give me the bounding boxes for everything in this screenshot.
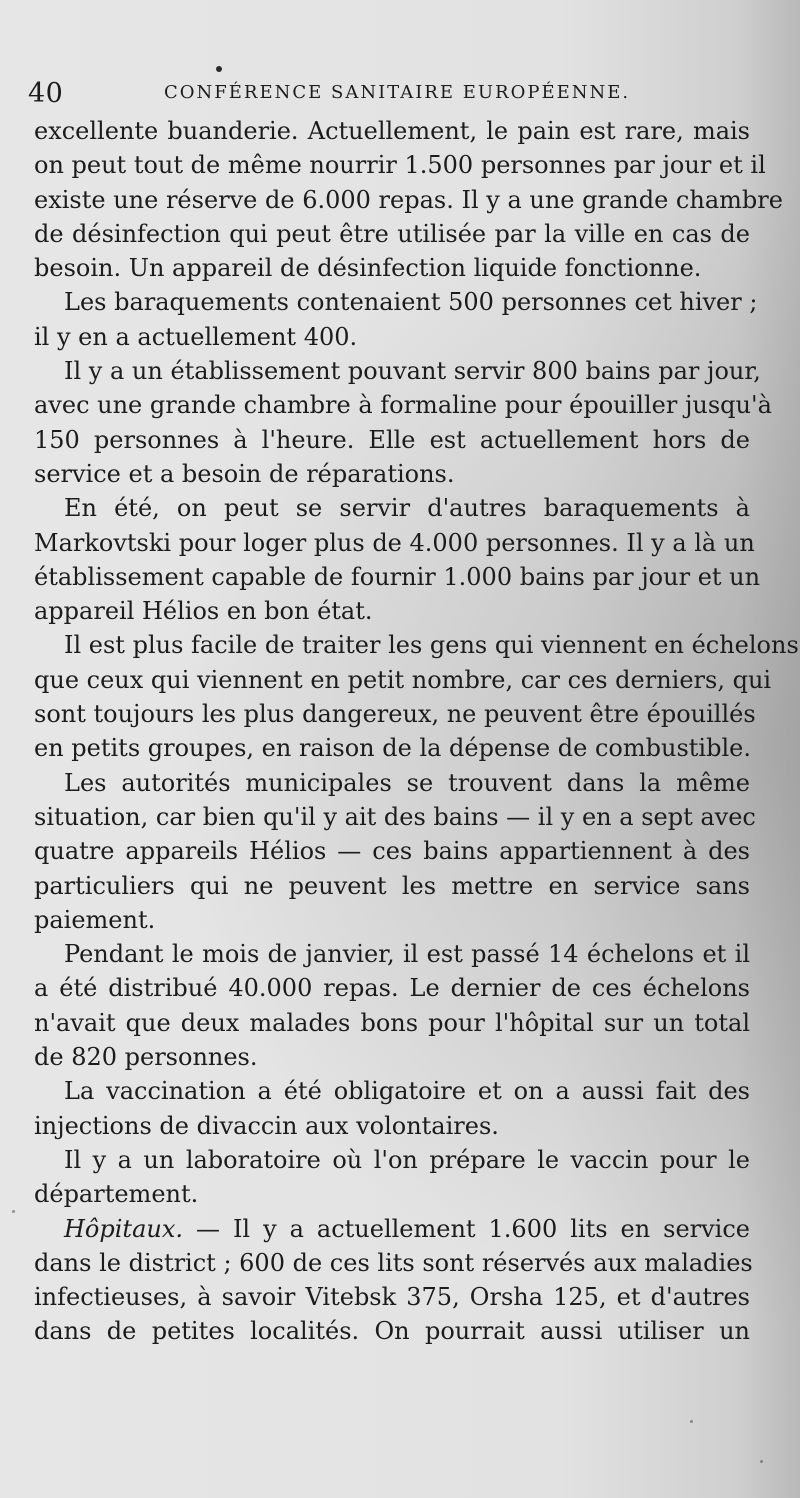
text-line: Pendant le mois de janvier, il est passé 14 échelons et il (64, 940, 750, 969)
section-lead-italic: Hôpitaux. (64, 1214, 183, 1243)
text-line: il y en a actuellement 400. (34, 322, 358, 351)
header-dot-mark (216, 66, 222, 72)
text-line: quatre appareils Hélios — ces bains appartiennent à des (34, 837, 750, 866)
text-line: dans le district ; 600 de ces lits sont réservés aux maladies (34, 1248, 753, 1277)
text-line: En été, on peut se servir d'autres baraquements à (64, 494, 750, 523)
text-line: a été distribué 40.000 repas. Le dernier de ces échelons (34, 974, 750, 1003)
text-line: Les baraquements contenaient 500 personnes cet hiver ; (64, 288, 758, 317)
text-line-rest: — Il y a actuellement 1.600 lits en service (195, 1214, 750, 1243)
text-line: sont toujours les plus dangereux, ne peuvent être épouillés (34, 700, 756, 729)
text-line: situation, car bien qu'il y ait des bains — il y en a sept avec (34, 802, 756, 831)
text-line: n'avait que deux malades bons pour l'hôpital sur un total (34, 1008, 750, 1037)
text-line: particuliers qui ne peuvent les mettre en service sans (34, 871, 750, 900)
text-line: Il y a un établissement pouvant servir 800 bains par jour, (64, 357, 761, 386)
text-line: existe une réserve de 6.000 repas. Il y a une grande chambre (34, 185, 783, 214)
paper-speck (12, 1210, 15, 1213)
text-line: excellente buanderie. Actuellement, le pain est rare, mais (34, 117, 750, 145)
text-line: on peut tout de même nourrir 1.500 personnes par jour et il (34, 151, 766, 180)
text-line: 150 personnes à l'heure. Elle est actuellement hors de (34, 425, 750, 454)
body-text (34, 114, 799, 1349)
text-line (34, 1212, 750, 1246)
text-line: que ceux qui viennent en petit nombre, car ces derniers, qui (34, 665, 772, 694)
paper-speck (760, 1460, 763, 1463)
running-head: CONFÉRENCE SANITAIRE EUROPÉENNE. (164, 82, 631, 103)
text-line: besoin. Un appareil de désinfection liquide fonctionne. (34, 254, 702, 283)
text-line: avec une grande chambre à formaline pour épouiller jusqu'à (34, 391, 772, 420)
text-line: établissement capable de fournir 1.000 bains par jour et un (34, 562, 761, 591)
text-line: département. (34, 1180, 199, 1209)
text-line: en petits groupes, en raison de la dépense de combustible. (34, 734, 751, 763)
text-line: de désinfection qui peut être utilisée par la ville en cas de (34, 219, 750, 248)
page-header (28, 74, 728, 114)
text-line: paiement. (34, 905, 156, 934)
paper-speck (690, 1420, 693, 1423)
text-line: de 820 personnes. (34, 1043, 258, 1072)
text-line: Les autorités municipales se trouvent dans la même (64, 768, 750, 797)
text-line: injections de divaccin aux volontaires. (34, 1111, 499, 1140)
text-line: infectieuses, à savoir Vitebsk 375, Orsha 125, et d'autres (34, 1283, 750, 1312)
text-line: service et a besoin de réparations. (34, 459, 455, 488)
text-line: Markovtski pour loger plus de 4.000 personnes. Il y a là un (34, 528, 755, 557)
page-number: 40 (28, 78, 64, 109)
text-line: dans de petites localités. On pourrait aussi utiliser un (34, 1317, 750, 1346)
text-line: Il y a un laboratoire où l'on prépare le vaccin pour le (64, 1145, 750, 1174)
text-line: Il est plus facile de traiter les gens qui viennent en échelons (64, 631, 799, 660)
text-line: La vaccination a été obligatoire et on a aussi fait des (64, 1077, 750, 1106)
text-line: appareil Hélios en bon état. (34, 597, 373, 626)
